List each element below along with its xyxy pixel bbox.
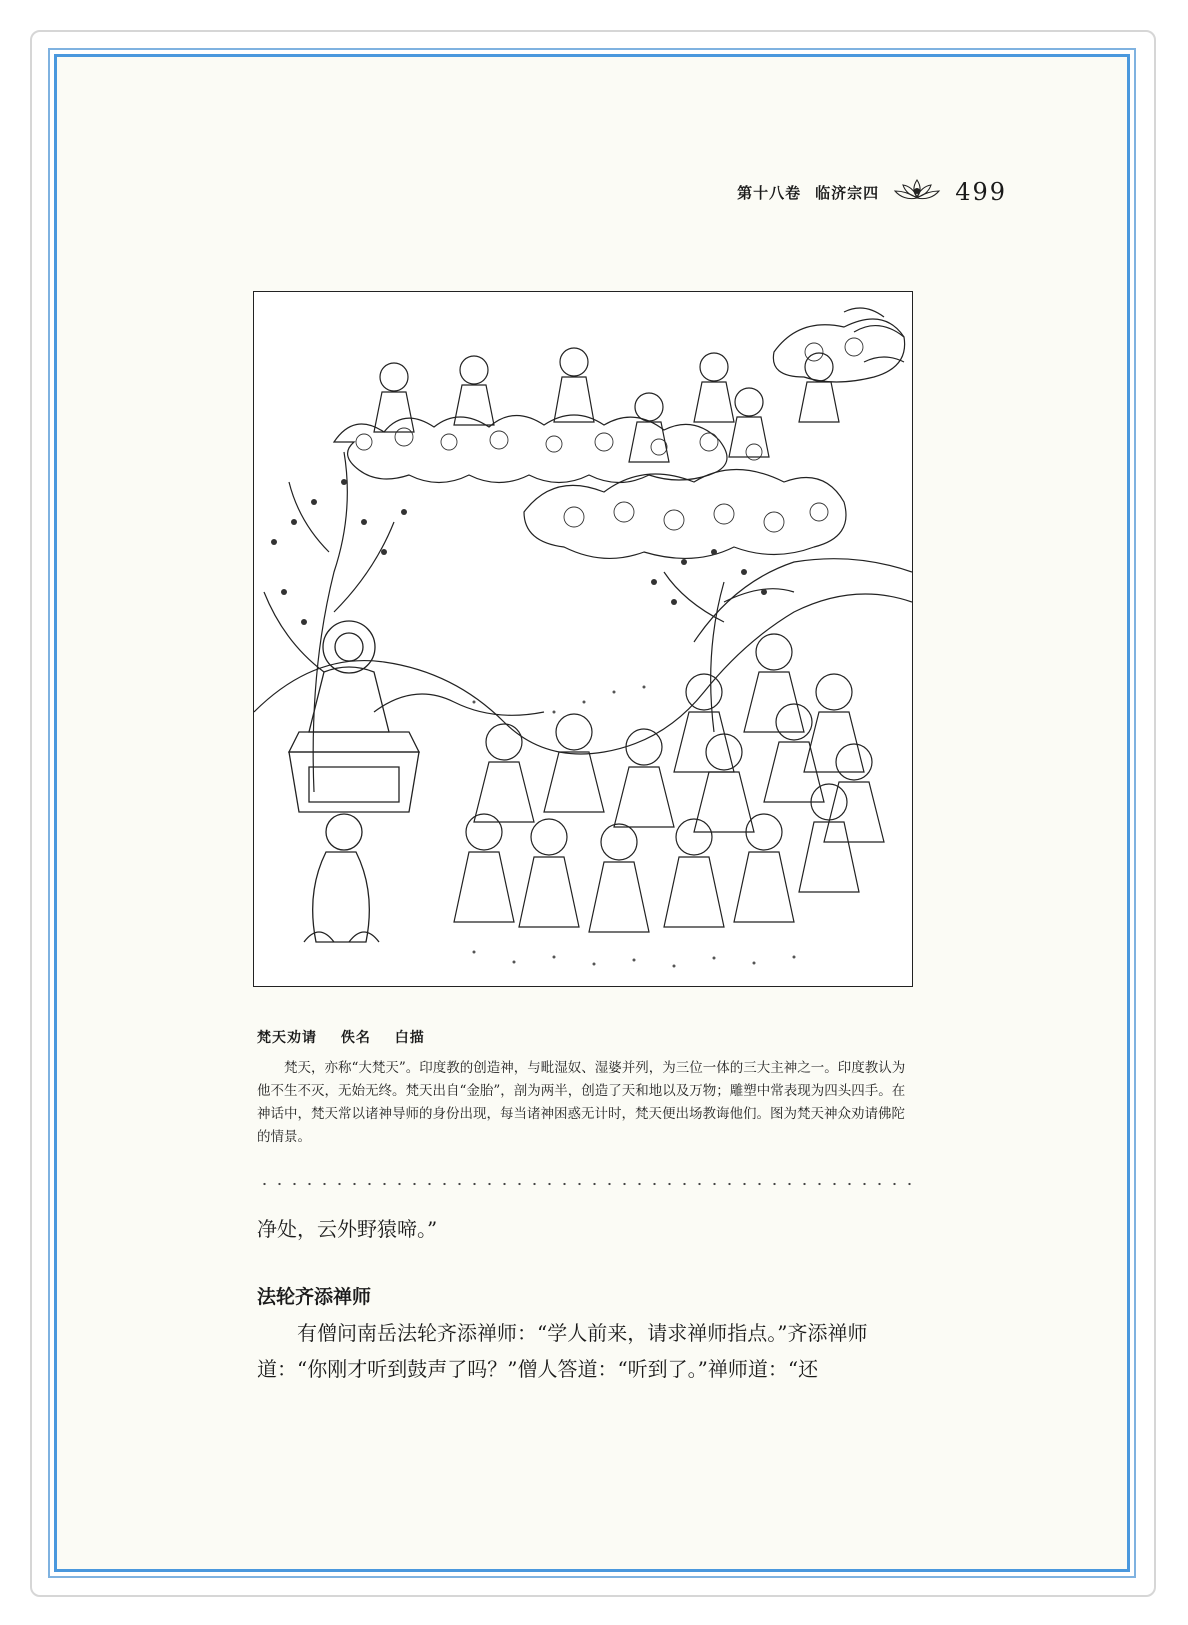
buddha-and-devas-woodcut-illustration <box>253 291 913 987</box>
book-page <box>54 54 1130 1572</box>
caption-artwork-title: 梵天劝请 <box>257 1030 317 1046</box>
lotus-ornament-icon <box>893 177 941 207</box>
page-number: 499 <box>955 178 1007 206</box>
caption-author: 佚名 <box>340 1030 371 1046</box>
page-border <box>48 48 1136 1578</box>
body-paragraph: 有僧问南岳法轮齐添禅师：“学人前来，请求禅师指点。”齐添禅师道：“你刚才听到鼓声了吗？”僧人答道：“听到了。”禅师道：“还 <box>257 1321 868 1381</box>
section-heading: 法轮齐添禅师 <box>257 1286 372 1308</box>
caption-title <box>257 1027 443 1047</box>
caption-technique: 白描 <box>394 1030 425 1046</box>
dotted-divider <box>257 1181 917 1187</box>
section-label: 临济宗四 <box>815 183 880 202</box>
running-head <box>737 177 1007 207</box>
caption-body: 梵天，亦称“大梵天”。印度教的创造神，与毗湿奴、湿婆并列，为三位一体的三大主神之一。印度教认为他不生不灭，无始无终。梵天出自“金胎”，剖为两半，创造了天和地以及万物；雕塑中常表现为四头四手。在神话中，梵天常以诸神导师的身份出现，每当诸神困惑无计时，梵天便出场教诲他们。图为梵天神众劝请佛陀的情景。 <box>257 1060 906 1145</box>
chapter-label: 第十八卷 <box>737 183 802 202</box>
continuation-text: 净处，云外野猿啼。” <box>257 1217 438 1241</box>
